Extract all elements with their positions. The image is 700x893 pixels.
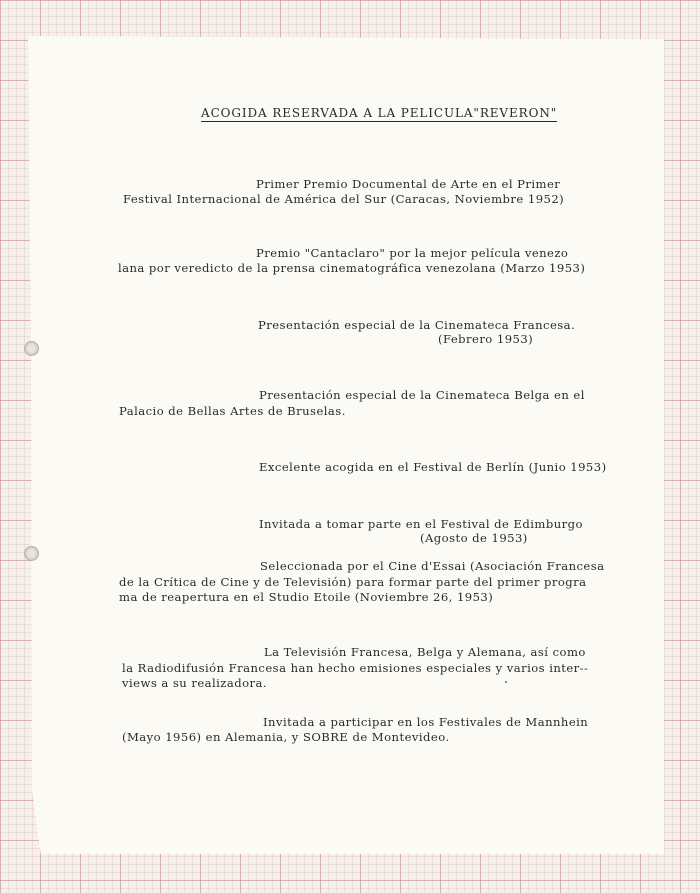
entry-7-line-2: de la Crítica de Cine y de Televisión) para formar parte del primer progra <box>119 575 587 589</box>
entry-3-line-2: (Febrero 1953) <box>438 332 534 346</box>
entry-4-line-2: Palacio de Bellas Artes de Bruselas. <box>119 404 346 418</box>
entry-7-line-1: Seleccionada por el Cine d'Essai (Asociación Francesa <box>260 559 605 573</box>
entry-8-line-2: la Radiodifusión Francesa han hecho emisiones especiales y varios inter-- <box>122 661 589 675</box>
entry-4-line-1: Presentación especial de la Cinemateca Belga en el <box>259 388 585 402</box>
entry-9-line-2: (Mayo 1956) en Alemania, y SOBRE de Montevideo. <box>122 730 450 744</box>
entry-2-line-1: Premio "Cantaclaro" por la mejor película venezo <box>256 246 569 260</box>
entry-8-line-1: La Televisión Francesa, Belga y Alemana, así como <box>264 645 586 659</box>
paper-speck <box>505 681 507 683</box>
document-title: ACOGIDA RESERVADA A LA PELICULA"REVERON" <box>201 106 558 120</box>
entry-6-line-1: Invitada a tomar parte en el Festival de Edimburgo <box>259 517 583 531</box>
entry-5-line-1: Excelente acogida en el Festival de Berlín (Junio 1953) <box>259 460 607 474</box>
entry-2-line-2: lana por veredicto de la prensa cinematográfica venezolana (Marzo 1953) <box>118 261 586 275</box>
entry-1-line-1: Primer Premio Documental de Arte en el Primer <box>256 177 561 191</box>
entry-1-line-2: Festival Internacional de América del Sur (Caracas, Noviembre 1952) <box>123 192 565 206</box>
entry-3-line-1: Presentación especial de la Cinemateca Francesa. <box>258 318 576 332</box>
punch-hole-bottom <box>24 546 39 561</box>
entry-6-line-2: (Agosto de 1953) <box>420 531 528 545</box>
entry-9-line-1: Invitada a participar en los Festivales de Mannhein <box>263 715 589 729</box>
entry-8-line-3: views a su realizadora. <box>122 676 268 690</box>
entry-7-line-3: ma de reapertura en el Studio Etoile (Noviembre 26, 1953) <box>119 590 494 604</box>
punch-hole-top <box>24 341 39 356</box>
